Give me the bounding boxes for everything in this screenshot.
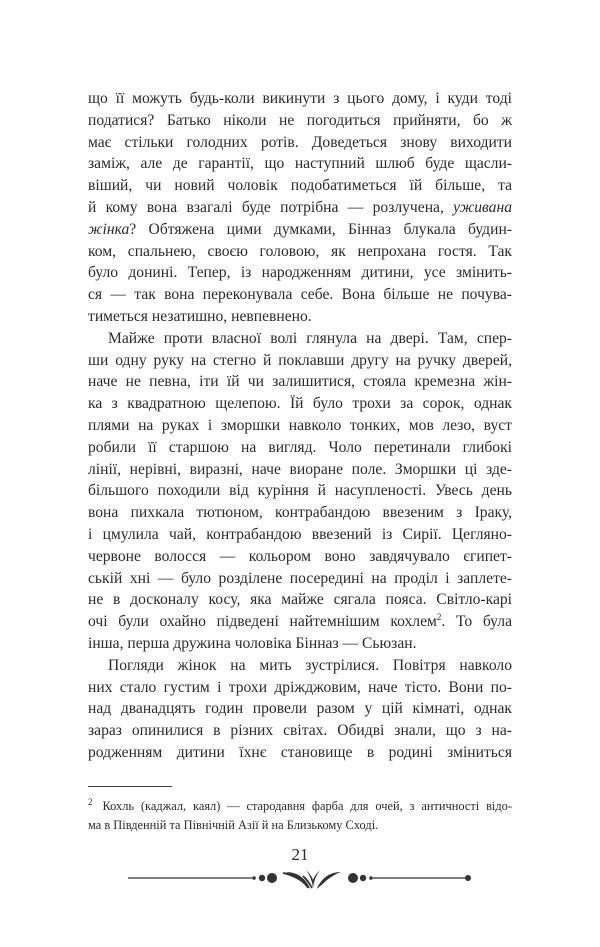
text-line: ся — так вона переконувала себе. Вона більше не почува- [88,286,512,304]
text-segment: й кому вона взагалі буде потрібна — розлучена, [88,198,454,216]
italic-text: жінка [88,220,130,238]
text-line: не в досконалу косу, яка майже сягала пояса. Світло-карі [88,591,512,609]
text-line: ка з квадратною щелепою. Їй було трохи за сорок, однак [88,395,512,413]
text-segment: очі були охайно підведені найтемнішим кохлем [88,613,437,631]
paragraph [88,655,512,764]
footnote [88,797,512,834]
text-line: плями на руках і зморшки навколо тонких, мов лезо, вуст [88,416,512,434]
text-line: і цмулила чай, контрабандою ввезений із Сирії. Цегляно- [88,525,512,543]
text-line: тиметься незатишно, невпевнено. [88,307,312,325]
text-line [88,611,512,633]
text-line: більшого походили від куріння й насупленості. Увесь день [88,482,512,500]
footnote-line: ма в Південній та Північній Азії й на Близькому Сході. [88,817,379,832]
page-ornament-icon [120,866,480,896]
text-line: Майже проти власної волі глянула на двері. Там, спер- [108,329,512,347]
footnote-line [88,797,512,816]
footnote-reference: 2 [436,611,442,622]
paragraph [88,328,512,655]
footnote-separator [88,786,172,787]
text-line: податися? Батько ніколи не погодиться прийняти, бо ж [88,111,512,129]
text-line: наче не певна, іти їй чи залишитися, стояла кремезна жін- [88,373,512,391]
text-line: ком, спальнею, своєю головою, як непрохана гостя. Так [88,242,512,260]
text-line [88,197,512,219]
text-line: ши одну руку на стегно й поклавши другу на ручку дверей, [88,351,512,369]
text-line: інша, перша дружина чоловіка Бінназ — Сьюзан. [88,634,417,652]
text-segment: ? Обтяжена цими думками, Бінназ блукала будин- [129,220,512,238]
paragraph [88,88,512,328]
text-line: має стільки голодних ротів. Доведеться знову виходити [88,133,512,151]
text-line: віший, чи новий чоловік подобатиметься їй більше, та [88,177,512,195]
text-line [88,219,512,241]
footnote-text: Кохль (каджал, каял) — стародавня фарба для очей, з античності відо- [102,799,512,813]
text-line: Погляди жінок на мить зустрілися. Повітря навколо [108,656,512,674]
page-number: 21 [291,845,309,864]
text-line: що її можуть будь-коли викинути з цього дому, і куди тоді [88,90,512,107]
italic-text: уживана [453,198,512,216]
text-line: заміж, але де гарантії, що наступний шлюб буде щасли- [88,155,512,173]
text-segment: . То була [441,613,513,631]
text-line: над дванадцять годин провели разом у цій кімнаті, однак [88,700,512,718]
text-line: родженням дитини їхнє становище в родині зміниться [88,743,512,761]
text-line: було донині. Тепер, із народженням дитини, усе змінить- [88,264,512,282]
text-line: ській хні — було розділене посередині на проділ і заплете- [88,569,512,587]
text-line: лінії, нерівні, виразні, наче виоране поле. Зморшки ці зде- [88,460,512,478]
text-line: зараз опинилися в різних світах. Обидві знали, що з на- [88,722,512,740]
text-line: них стало густим і трохи дріжджовим, наче тісто. Вони по- [88,678,512,696]
footnote-marker: 2 [88,796,93,807]
text-line: вона пихкала тютюном, контрабандою ввезеним з Іраку, [88,504,512,522]
text-line: робили її старшою на вигляд. Чоло перетинали глибокі [88,438,512,456]
text-line: червоне волосся — кольором воно завдячувало єгипет- [88,547,512,565]
body-text [88,88,512,764]
